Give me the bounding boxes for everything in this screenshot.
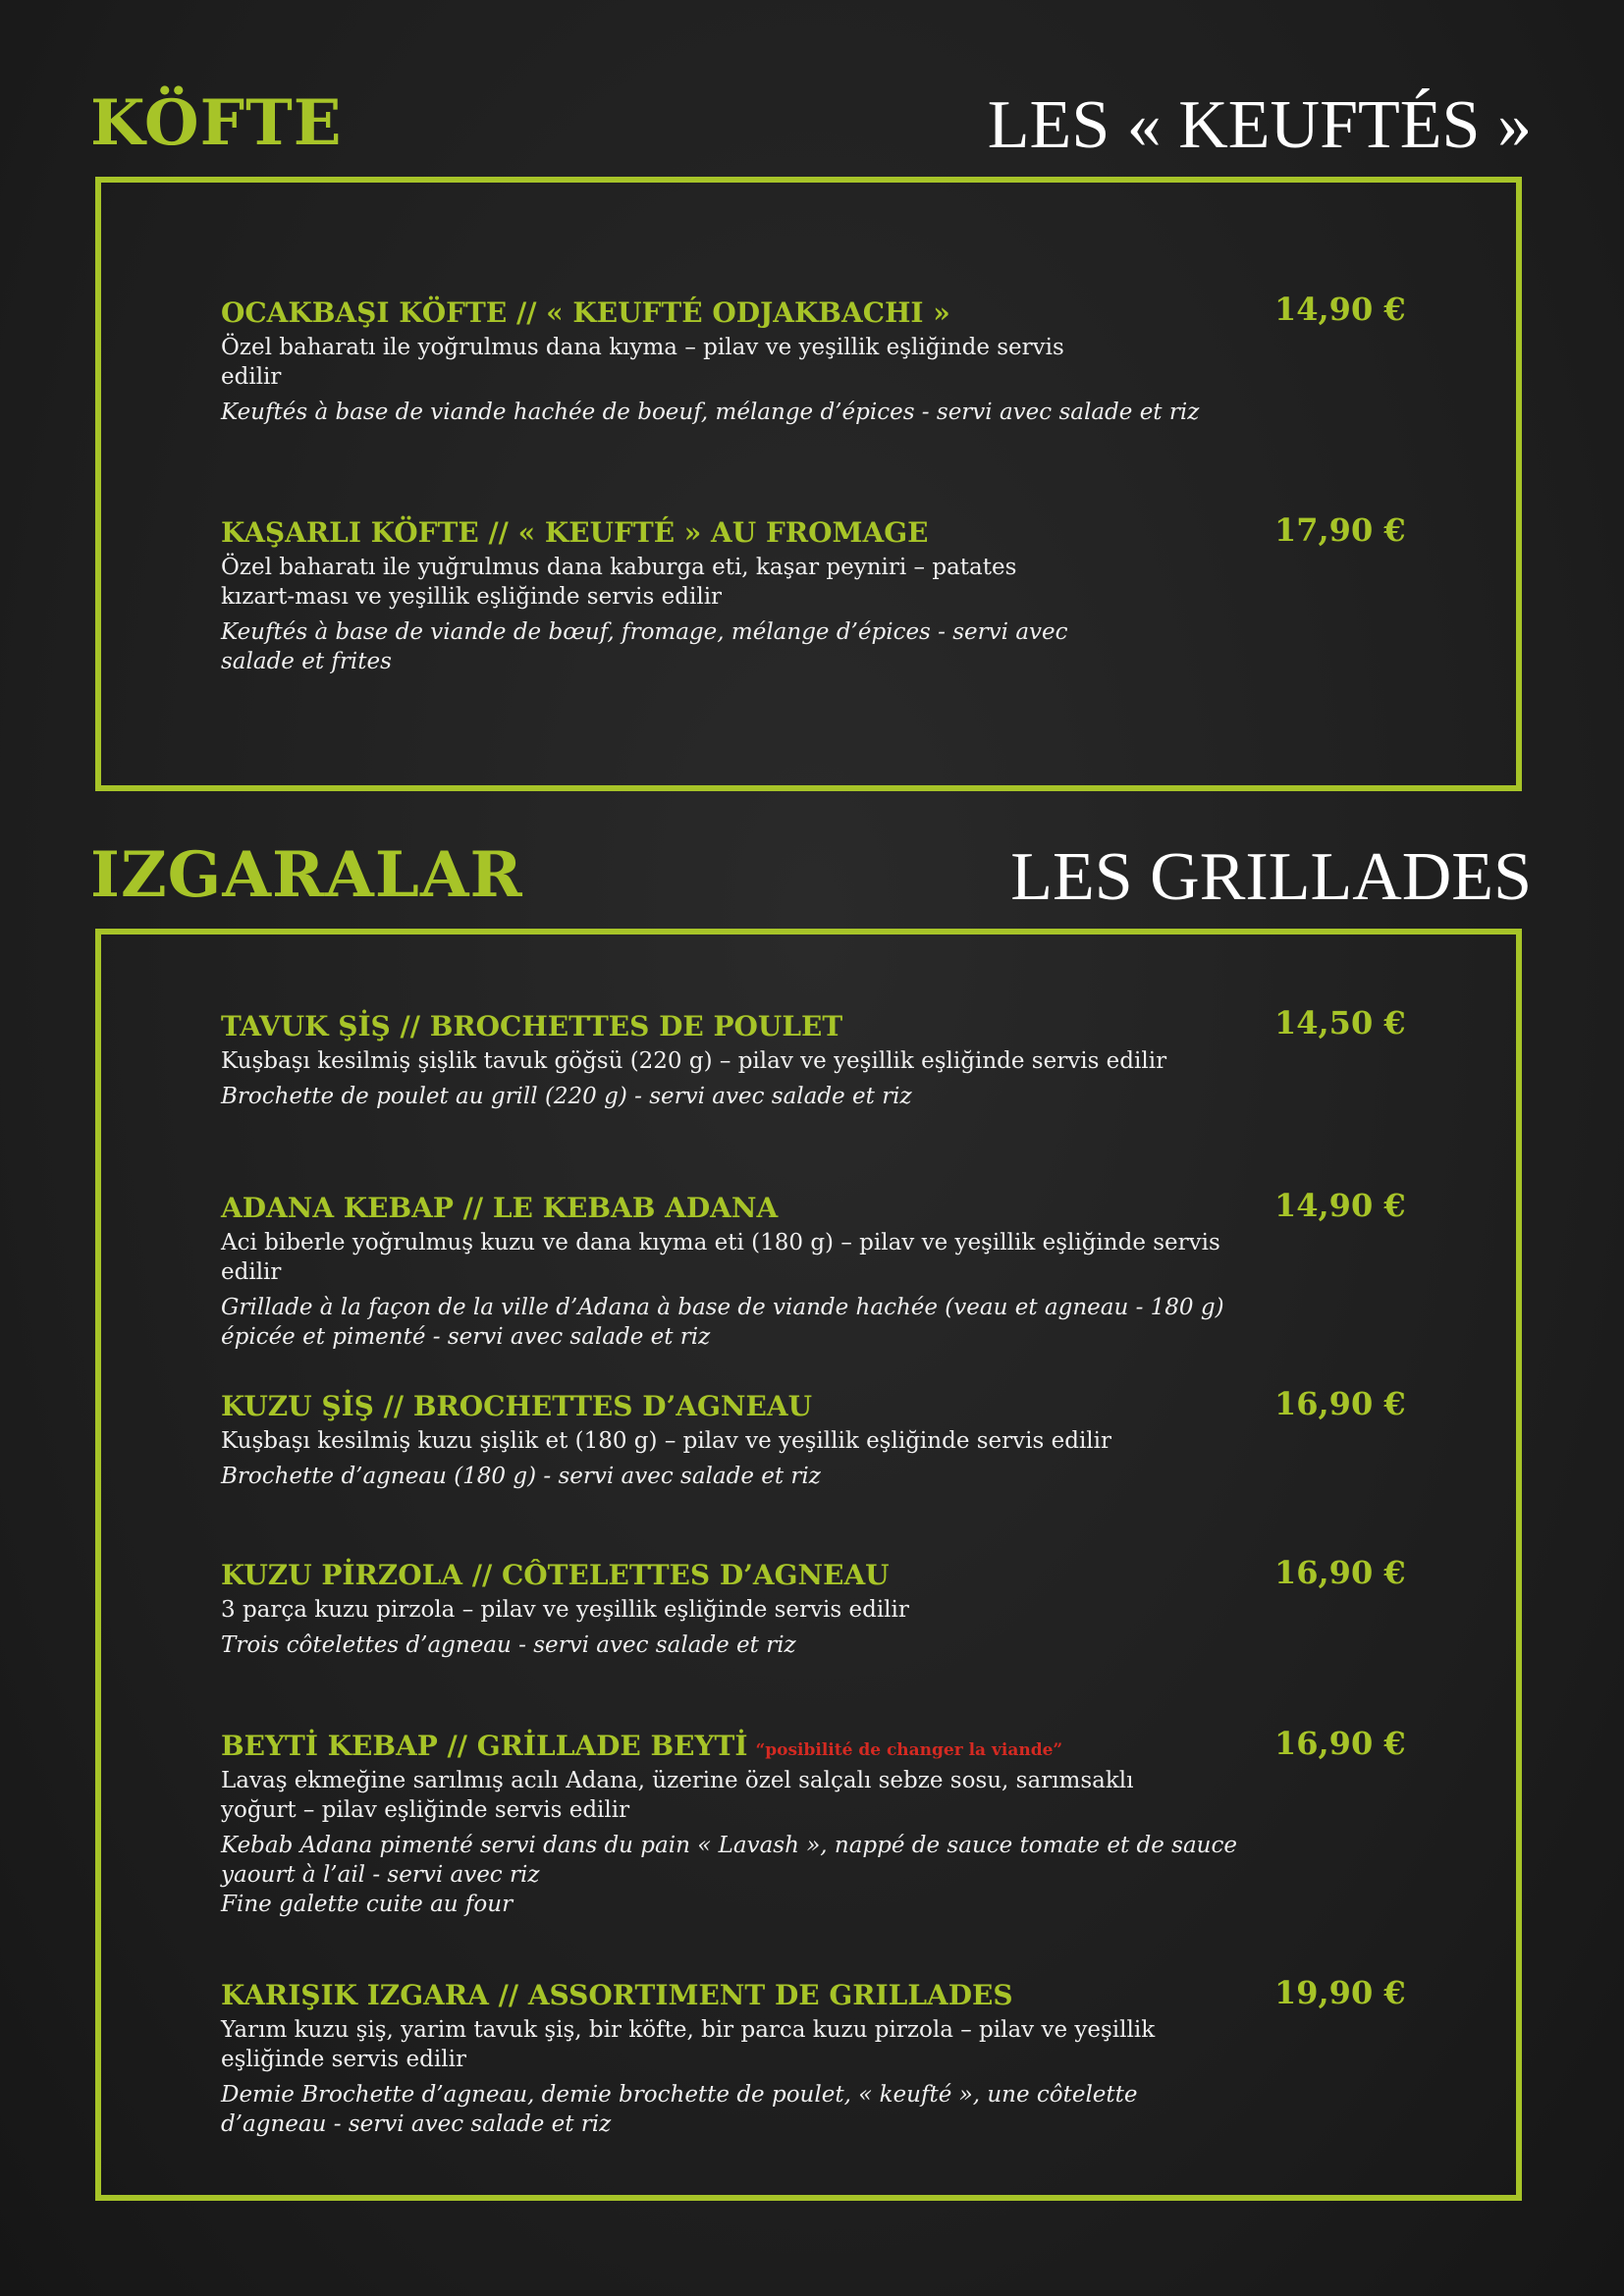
section-title-tr: IZGARALAR xyxy=(90,838,523,912)
item-description-tr: Lavaş ekmeğine sarılmış acılı Adana, üzerine özel salçalı sebze sosu, sarımsaklı yoğurt – pilav eşliğinde servis edilir xyxy=(221,1768,1134,1823)
item-description-fr: Brochette d’agneau (180 g) - servi avec salade et riz xyxy=(221,1464,821,1489)
item-name: KARIŞIK IZGARA // ASSORTIMENT DE GRILLADES xyxy=(221,1979,1013,2011)
item-description-tr: 3 parça kuzu pirzola – pilav ve yeşillik eşliğinde servis edilir xyxy=(221,1597,909,1623)
item-price: 19,90 € xyxy=(1274,1974,1406,2011)
menu-item xyxy=(221,1559,1252,1660)
section-frame xyxy=(95,177,1522,791)
item-name: TAVUK ŞİŞ // BROCHETTES DE POULET xyxy=(221,1010,843,1042)
item-name: BEYTİ KEBAP // GRİLLADE BEYTİ xyxy=(221,1730,748,1762)
item-description-tr: Özel baharatı ile yuğrulmus dana kaburga eti, kaşar peyniri – patates kızart-ması ve yeşillik eşliğinde servis edilir xyxy=(221,555,1017,610)
menu-item xyxy=(221,1010,1252,1111)
item-description-fr: Grillade à la façon de la ville d’Adana à base de viande hachée (veau et agneau - 180 g) épicée et pimenté - servi avec salade et riz xyxy=(221,1295,1224,1350)
item-name: OCAKBAŞI KÖFTE // « KEUFTÉ ODJAKBACHI » xyxy=(221,296,950,329)
item-price: 17,90 € xyxy=(1274,511,1406,549)
menu-item xyxy=(221,516,1252,676)
item-name: ADANA KEBAP // LE KEBAB ADANA xyxy=(221,1192,779,1224)
section-title-tr: KÖFTE xyxy=(90,86,343,160)
item-description-fr-extra: Fine galette cuite au four xyxy=(221,1892,514,1917)
item-price: 16,90 € xyxy=(1274,1725,1406,1762)
item-price: 16,90 € xyxy=(1274,1385,1406,1422)
item-price: 14,90 € xyxy=(1274,1187,1406,1224)
menu-item xyxy=(221,1390,1252,1491)
item-description-fr: Keuftés à base de viande de bœuf, fromage, mélange d’épices - servi avec salade et frites xyxy=(221,619,1068,674)
item-note: “posibilité de changer la viande” xyxy=(755,1740,1063,1760)
item-description-fr: Trois côtelettes d’agneau - servi avec salade et riz xyxy=(221,1632,796,1658)
menu-item xyxy=(221,1192,1252,1352)
item-description-fr: Keuftés à base de viande hachée de boeuf, mélange d’épices - servi avec salade et riz xyxy=(221,400,1200,425)
item-description-fr: Brochette de poulet au grill (220 g) - servi avec salade et riz xyxy=(221,1084,912,1109)
item-description-tr: Aci biberle yoğrulmuş kuzu ve dana kıyma eti (180 g) – pilav ve yeşillik eşliğinde servis edilir xyxy=(221,1230,1220,1285)
menu-item xyxy=(221,1979,1252,2139)
section-title-fr: LES « KEUFTÉS » xyxy=(987,87,1532,163)
item-name: KAŞARLI KÖFTE // « KEUFTÉ » AU FROMAGE xyxy=(221,516,929,549)
item-name: KUZU ŞİŞ // BROCHETTES D’AGNEAU xyxy=(221,1390,812,1422)
item-price: 14,50 € xyxy=(1274,1004,1406,1041)
menu-item xyxy=(221,296,1252,427)
item-description-tr: Özel baharatı ile yoğrulmus dana kıyma – pilav ve yeşillik eşliğinde servis edilir xyxy=(221,335,1064,390)
item-price: 16,90 € xyxy=(1274,1554,1406,1591)
item-description-tr: Yarım kuzu şiş, yarim tavuk şiş, bir köfte, bir parca kuzu pirzola – pilav ve yeşillik eşliğinde servis edilir xyxy=(221,2017,1156,2072)
item-description-tr: Kuşbaşı kesilmiş kuzu şişlik et (180 g) – pilav ve yeşillik eşliğinde servis edilir xyxy=(221,1428,1112,1454)
item-name: KUZU PİRZOLA // CÔTELETTES D’AGNEAU xyxy=(221,1559,890,1591)
item-description-tr: Kuşbaşı kesilmiş şişlik tavuk göğsü (220 g) – pilav ve yeşillik eşliğinde servis edilir xyxy=(221,1048,1167,1074)
item-price: 14,90 € xyxy=(1274,291,1406,328)
item-name-row xyxy=(221,1730,1252,1762)
item-description-fr: Kebab Adana pimenté servi dans du pain « Lavash », nappé de sauce tomate et de sauce yaourt à l’ail - servi avec riz xyxy=(221,1833,1237,1888)
menu-item xyxy=(221,1730,1252,1919)
section-title-fr: LES GRILLADES xyxy=(1010,839,1532,915)
item-description-fr: Demie Brochette d’agneau, demie brochette de poulet, « keufté », une côtelette d’agneau - servi avec salade et riz xyxy=(221,2082,1138,2137)
